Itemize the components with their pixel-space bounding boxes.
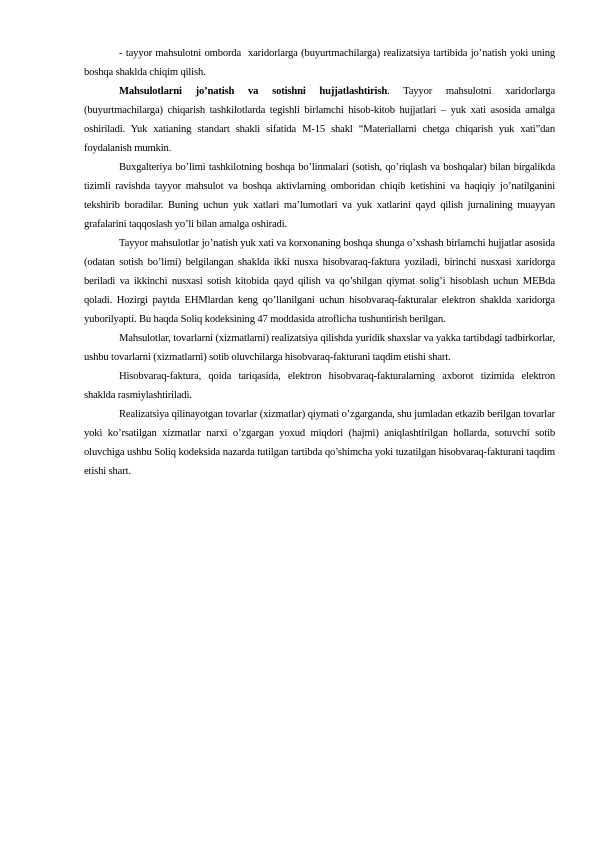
paragraph-7 (84, 405, 555, 481)
paragraph-4 (84, 234, 555, 329)
paragraph-1-text: - tayyor mahsulotni omborda xaridorlarga (buyurtmachilarga) realizatsiya tartibida jo’natish yoki uning boshqa shaklda chiqim qilish. (84, 48, 555, 78)
paragraph-2-heading: Mahsulotlarni jo’natish va sotishni hujjatlashtirish (119, 86, 388, 97)
paragraph-5-text: Mahsulotlar, tovarlarni (xizmatlarni) realizatsiya qilishda yuridik shaxslar va yakka tartibdagi tadbirkorlar, ushbu tovarlarni (xizmatlarni) sotib oluvchilarga hisobvaraq-fakturani taqdim etishi shart. (84, 333, 555, 363)
paragraph-7-text: Realizatsiya qilinayotgan tovarlar (xizmatlar) qiymati o’zgarganda, shu jumladan etkazib berilgan tovarlar yoki ko’rsatilgan xizmatlar narxi o’zgargan yoxud miqdori (hajmi) aniqlashtirilgan hollarda, sotuvchi sotib oluvchiga ushbu Soliq kodeksida nazarda tutilgan tartibda qo’shimcha yoki tuzatilgan hisobvaraq-fakturani taqdim etishi shart. (84, 409, 555, 477)
paragraph-4-text: Tayyor mahsulotlar jo’natish yuk xati va korxonaning boshqa shunga o’xshash birlamchi hujjatlar asosida (odatan sotish bo’limi) belgilangan shaklda ikki nusxa hisobvaraq-faktura yoziladi, birinchi nusxasi xaridorga beriladi va ikkinchi nusxasi sotish kitobida qayd qilish va qo’shilgan qiymat solig’i hisoblash uchun MEBda qoladi. Hozirgi paytda EHMlardan keng qo’llanilgani uchun hisobvaraq-fakturalar elektron shaklda xaridorga yuborilyapti. Bu haqda Soliq kodeksining 47 moddasida atroflicha tushuntirish berilgan. (84, 238, 555, 325)
paragraph-6-text: Hisobvaraq-faktura, qoida tariqasida, elektron hisobvaraq-fakturalarning axborot tizimida elektron shaklda rasmiylashtiriladi. (84, 371, 555, 401)
paragraph-3 (84, 158, 555, 234)
paragraph-1 (84, 44, 555, 82)
paragraph-6 (84, 367, 555, 405)
document-page (84, 44, 555, 481)
paragraph-5 (84, 329, 555, 367)
paragraph-2 (84, 82, 555, 158)
paragraph-2-text: . Tayyor mahsulotni xaridorlarga (buyurtmachilarga) chiqarish tashkilotlarda tegishli birlamchi hisob-kitob hujjatlari – yuk xati asosida amalga oshiriladi. Yuk xatianing standart shakli sifatida M-15 shakl “Materiallarni chetga chiqarish yuk xati”dan foydalanish mumkin. (84, 86, 556, 154)
paragraph-3-text: Buxgalteriya bo’limi tashkilotning boshqa bo’linmalari (sotish, qo’riqlash va boshqalar) bilan birgalikda tizimli ravishda tayyor mahsulot va boshqa aktivlarning omboridan chiqib ketishini va haqiqiy jo’natilganini tekshirib boradilar. Buning uchun yuk xatlari ma’lumotlari va yuk xatlarini qayd qilish jurnalining muayyan grafalarini taqqoslash yo’li bilan amalga oshiradi. (84, 162, 555, 230)
